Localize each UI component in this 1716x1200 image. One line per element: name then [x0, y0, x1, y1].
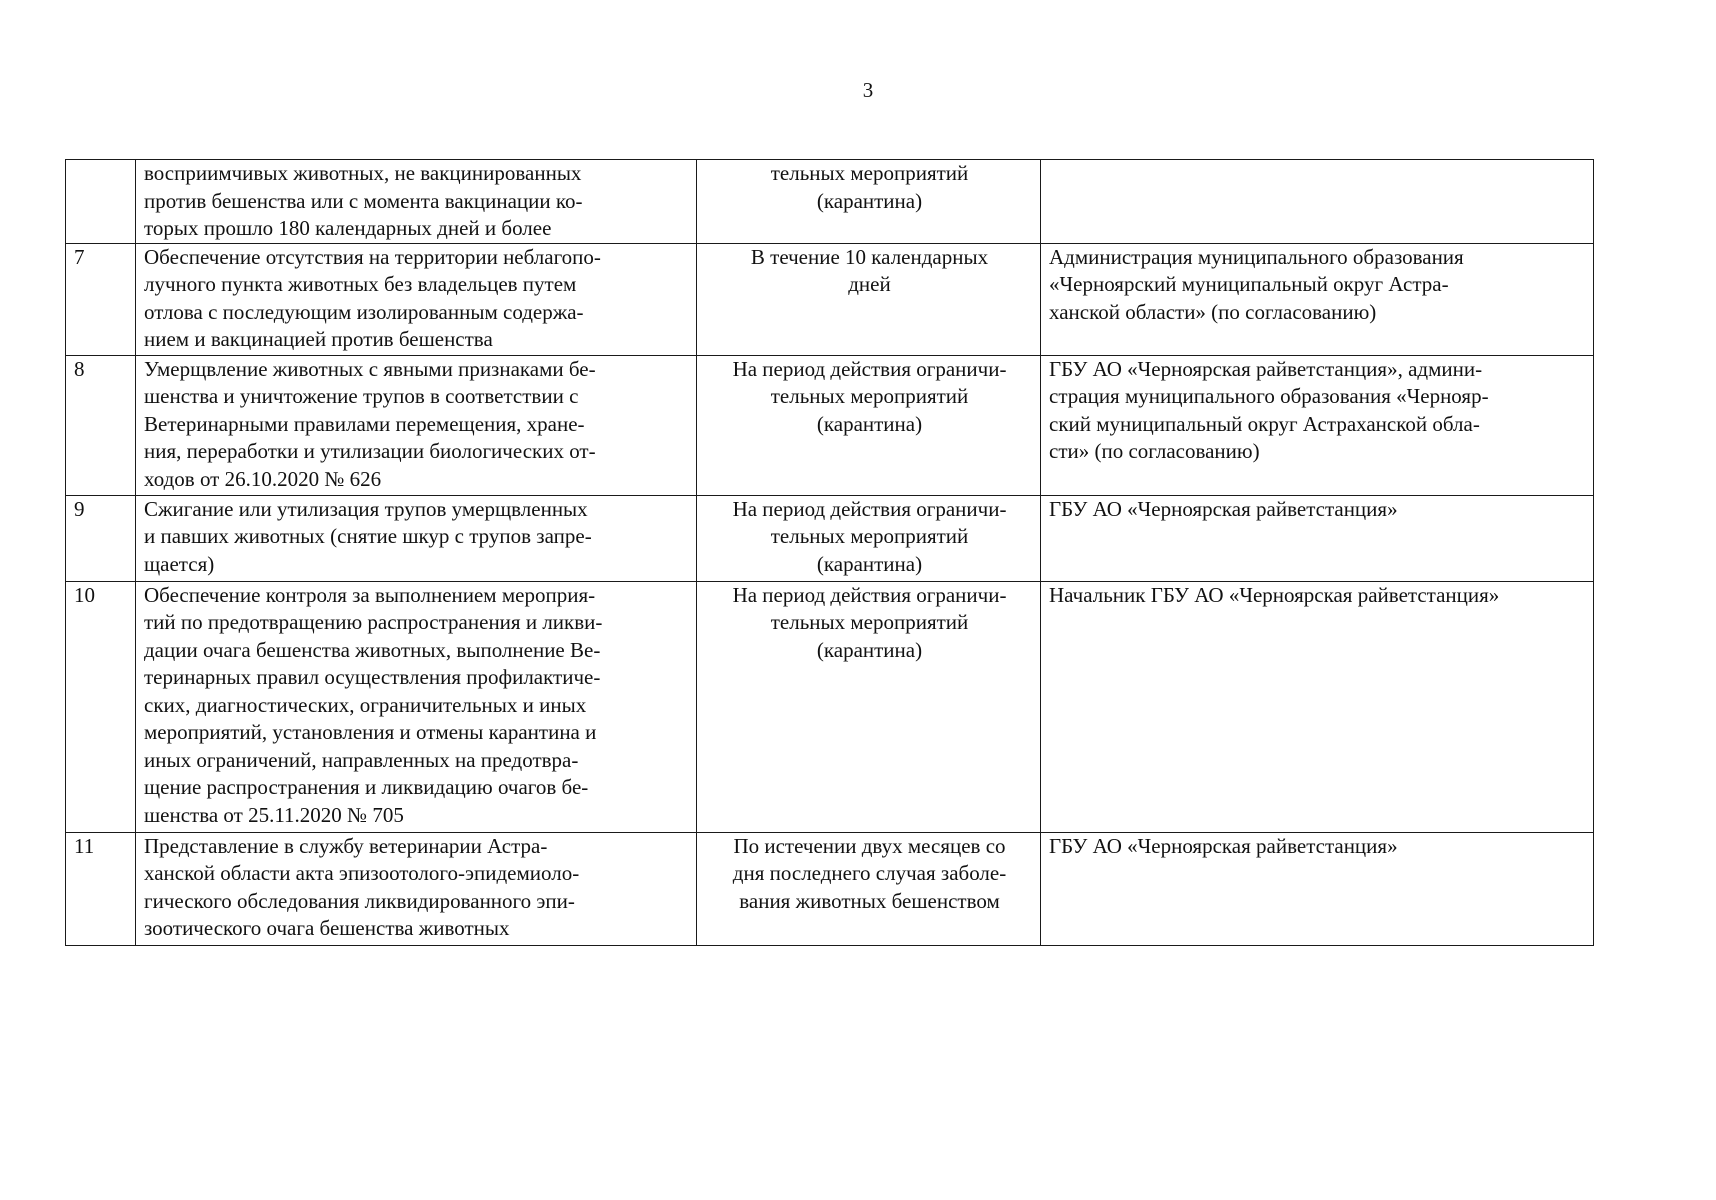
text-line: и павших животных (снятие шкур с трупов запре-: [144, 524, 592, 548]
term-cell: [697, 160, 1041, 244]
responsible-cell: [1041, 495, 1594, 581]
row-number: 11: [74, 833, 95, 858]
term-text: [705, 496, 1034, 579]
row-number: 10: [74, 582, 95, 607]
text-line: ходов от 26.10.2020 № 626: [144, 466, 382, 491]
text-line: тельных мероприятий: [770, 161, 969, 185]
text-line: ский муниципальный округ Астраханской обла-: [1049, 411, 1480, 436]
text-line: ГБУ АО «Черноярская райветстанция»: [1049, 833, 1398, 858]
term-text: [705, 833, 1034, 916]
text-line: шенства от 25.11.2020 № 705: [144, 802, 404, 827]
text-line: (карантина): [816, 637, 923, 662]
term-cell: [697, 581, 1041, 832]
text-line: тельных мероприятий: [770, 610, 969, 634]
task-text: [144, 244, 690, 354]
measures-table: [65, 159, 1594, 946]
responsible-text: [1049, 356, 1587, 466]
text-line: вания животных бешенством: [739, 888, 1000, 913]
text-line: Администрация муниципального образования: [1049, 244, 1464, 269]
page-number: 3: [862, 78, 874, 102]
responsible-cell: [1041, 160, 1594, 244]
term-text: [705, 160, 1034, 215]
task-text: [144, 160, 690, 243]
term-cell: [697, 355, 1041, 495]
row-number-cell: [66, 495, 136, 581]
text-line: дней: [848, 272, 891, 296]
text-line: На период действия ограничи-: [732, 496, 1007, 521]
row-number: 7: [74, 244, 85, 269]
table-row: [66, 355, 1594, 495]
task-cell: [136, 355, 697, 495]
responsible-cell: [1041, 355, 1594, 495]
text-line: дня последнего случая заболе-: [732, 861, 1007, 885]
responsible-cell: [1041, 243, 1594, 355]
task-cell: [136, 832, 697, 945]
row-number-cell: [66, 581, 136, 832]
text-line: Ветеринарными правилами перемещения, хране-: [144, 411, 585, 436]
responsible-text: [1049, 833, 1587, 861]
task-cell: [136, 495, 697, 581]
text-line: тельных мероприятий: [770, 524, 969, 548]
term-text: [705, 244, 1034, 299]
text-line: Сжигание или утилизация трупов умерщвленных: [144, 496, 588, 521]
term-text: [705, 582, 1034, 665]
text-line: (карантина): [816, 411, 923, 436]
text-line: сти» (по согласованию): [1049, 439, 1260, 463]
text-line: гического обследования ликвидированного эпи-: [144, 888, 575, 913]
text-line: Обеспечение отсутствия на территории неблагопо-: [144, 244, 601, 269]
text-line: тий по предотвращению распространения и ликви-: [144, 610, 603, 634]
text-line: зоотического очага бешенства животных: [144, 916, 510, 940]
row-number-cell: [66, 355, 136, 495]
text-line: щается): [144, 551, 215, 576]
text-line: теринарных правил осуществления профилактиче-: [144, 665, 601, 689]
text-line: ГБУ АО «Черноярская райветстанция»: [1049, 496, 1398, 521]
text-line: против бешенства или с момента вакцинации ко-: [144, 188, 583, 213]
task-cell: [136, 243, 697, 355]
task-text: [144, 356, 690, 494]
responsible-text: [1049, 244, 1587, 327]
text-line: По истечении двух месяцев со: [733, 833, 1006, 858]
term-cell: [697, 495, 1041, 581]
responsible-cell: [1041, 581, 1594, 832]
table-row: [66, 581, 1594, 832]
task-cell: [136, 581, 697, 832]
task-text: [144, 496, 690, 579]
text-line: (карантина): [816, 188, 923, 213]
text-line: Начальник ГБУ АО «Черноярская райветстанция»: [1049, 582, 1500, 607]
row-number: 8: [74, 356, 85, 381]
text-line: Обеспечение контроля за выполнением мероприя-: [144, 582, 596, 607]
text-line: торых прошло 180 календарных дней и более: [144, 216, 552, 240]
text-line: ния, переработки и утилизации биологических от-: [144, 439, 596, 463]
text-line: В течение 10 календарных: [750, 244, 989, 269]
text-line: На период действия ограничи-: [732, 356, 1007, 381]
row-number-cell: [66, 160, 136, 244]
text-line: (карантина): [816, 551, 923, 576]
task-text: [144, 833, 690, 943]
row-number-cell: [66, 832, 136, 945]
measures-table-body: [66, 160, 1594, 946]
table-row: [66, 160, 1594, 244]
table-row: [66, 495, 1594, 581]
text-line: шенства и уничтожение трупов в соответствии с: [144, 384, 579, 408]
text-line: щение распространения и ликвидацию очагов бе-: [144, 775, 589, 799]
text-line: ГБУ АО «Черноярская райветстанция», админи-: [1049, 356, 1483, 381]
text-line: ханской области акта эпизоотолого-эпидемиоло-: [144, 861, 580, 885]
text-line: ханской области» (по согласованию): [1049, 299, 1377, 324]
text-line: Умерщвление животных с явными признаками бе-: [144, 356, 596, 381]
text-line: отлова с последующим изолированным содержа-: [144, 299, 584, 324]
text-line: мероприятий, установления и отмены карантина и: [144, 720, 597, 744]
table-row: [66, 832, 1594, 945]
responsible-text: [1049, 496, 1587, 524]
text-line: Представление в службу ветеринарии Астра-: [144, 833, 548, 858]
responsible-cell: [1041, 832, 1594, 945]
text-line: нием и вакцинацией против бешенства: [144, 327, 493, 351]
responsible-text: [1049, 582, 1587, 610]
term-cell: [697, 243, 1041, 355]
task-cell: [136, 160, 697, 244]
text-line: На период действия ограничи-: [732, 582, 1007, 607]
text-line: лучного пункта животных без владельцев путем: [144, 272, 577, 296]
row-number-cell: [66, 243, 136, 355]
text-line: «Черноярский муниципальный округ Астра-: [1049, 272, 1449, 296]
table-row: [66, 243, 1594, 355]
task-text: [144, 582, 690, 830]
text-line: страция муниципального образования «Чернояр-: [1049, 384, 1489, 408]
text-line: ских, диагностических, ограничительных и иных: [144, 692, 587, 717]
text-line: тельных мероприятий: [770, 384, 969, 408]
text-line: иных ограничений, направленных на предотвра-: [144, 747, 579, 772]
term-cell: [697, 832, 1041, 945]
text-line: дации очага бешенства животных, выполнение Ве-: [144, 637, 601, 662]
row-number: 9: [74, 496, 85, 521]
term-text: [705, 356, 1034, 439]
text-line: восприимчивых животных, не вакцинированных: [144, 161, 582, 185]
